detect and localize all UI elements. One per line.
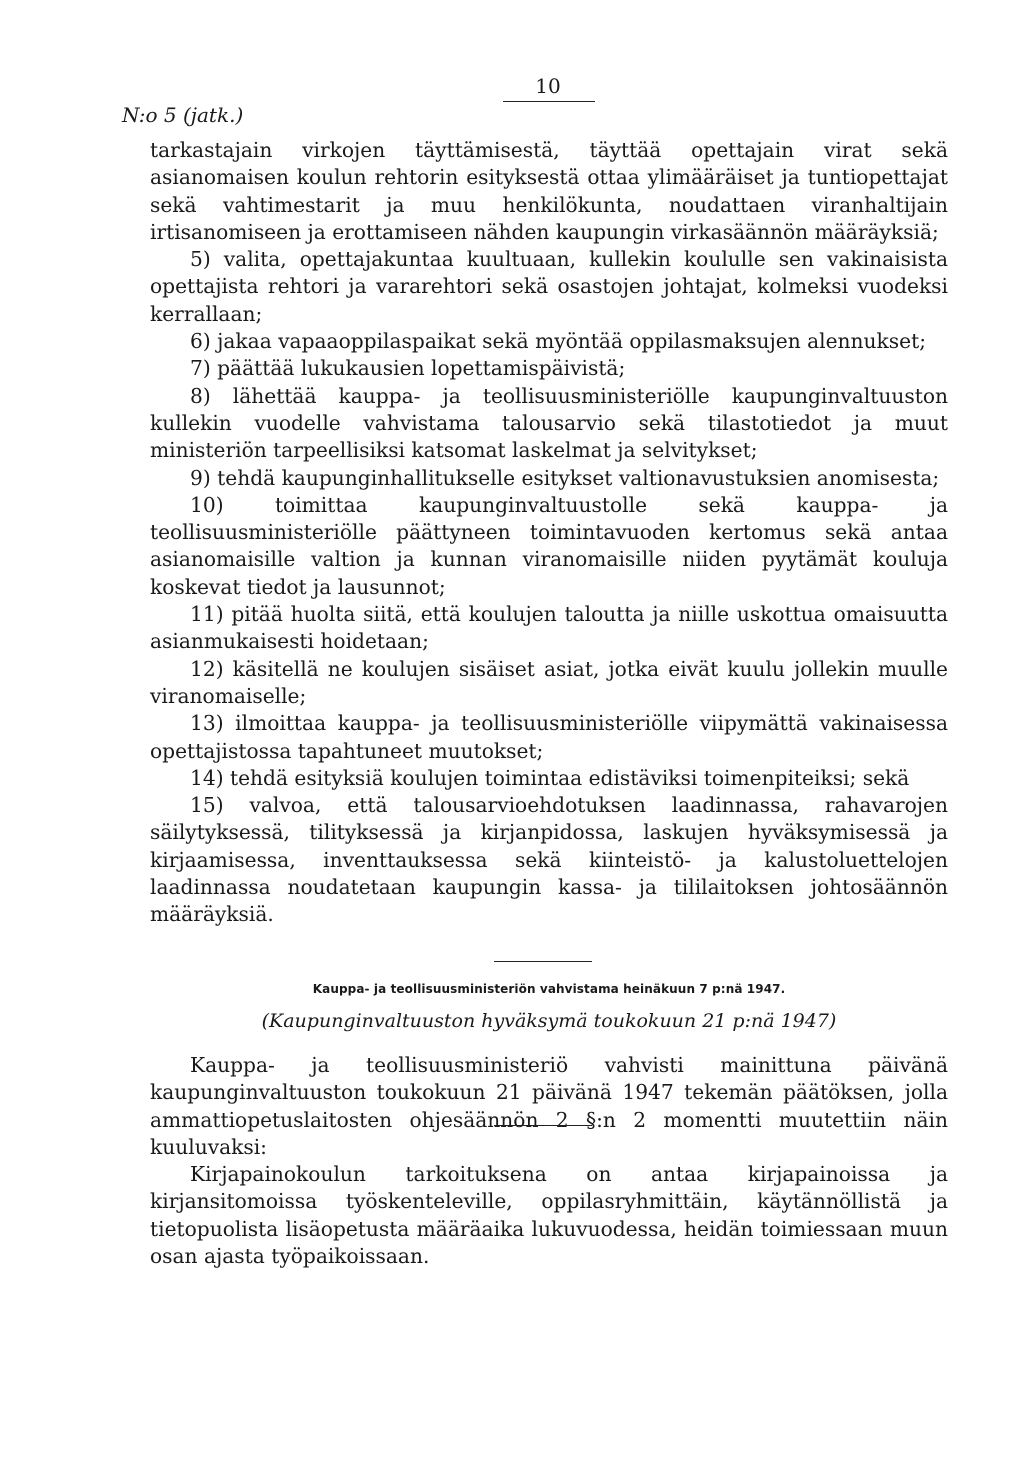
list-item-14: 14) tehdä esityksiä koulujen toimintaa edistäviksi toimenpiteiksi; sekä — [190, 765, 910, 790]
decision-paragraph: Kauppa- ja teollisuusministeriö vahvisti mainittuna päivänä kaupunginvaltuuston toukokuun 21 päivänä 1947 tekemän päätöksen, jolla ammattiopetuslaitosten ohjesäännön 2 §:n 2 momentti muutettiin näin kuuluvaksi: — [150, 1053, 948, 1159]
decision-text-block — [150, 1052, 948, 1270]
list-item-8: 8) lähettää kauppa- ja teollisuusministeriölle kaupunginvaltuuston kullekin vuodelle vahvistama talousarvio sekä tilastotiedot ja muut ministeriön tarpeellisiksi katsomat laskelmat ja selvitykset; — [150, 383, 948, 463]
list-item-7: 7) päättää lukukausien lopettamispäivistä; — [190, 356, 626, 381]
section-divider — [494, 961, 592, 962]
decision-subheading: (Kaupunginvaltuuston hyväksymä toukokuun 21 p:nä 1947) — [261, 1010, 837, 1032]
decision-paragraph: Kirjapainokoulun tarkoituksena on antaa kirjapainoissa ja kirjansitomoissa työskenteleville, oppilasryhmittäin, käytännöllistä ja tietopuolista lisäopetusta määräaika lukuvuodessa, heidän toimiessaan muun osan ajasta työpaikoissaan. — [150, 1162, 948, 1269]
page-number-rule — [503, 101, 595, 102]
paragraph-continued: tarkastajain virkojen täyttämisestä, täyttää opettajain virat sekä asianomaisen koulun rehtorin esityksestä ottaa ylimääräiset ja tuntiopettajat sekä vahtimestarit ja muu henkilökunta, noudattaen viranhaltijain irtisanomiseen ja erottamiseen nähden kaupungin virkasäännön määräyksiä; — [150, 138, 948, 244]
list-item-13: 13) ilmoittaa kauppa- ja teollisuusministeriölle viipymättä vakinaisessa opettajistossa tapahtuneet muutokset; — [150, 711, 948, 763]
list-item-6: 6) jakaa vapaaoppilaspaikat sekä myöntää oppilasmaksujen alennukset; — [190, 329, 927, 354]
running-head: N:o 5 (jatk.) — [122, 103, 244, 127]
list-item-11: 11) pitää huolta siitä, että koulujen taloutta ja niille uskottua omaisuutta asianmukaisesti hoidetaan; — [150, 602, 948, 654]
page-number: 10 — [535, 74, 561, 98]
list-item-10: 10) toimittaa kaupunginvaltuustolle sekä kauppa- ja teollisuusministeriölle päättyneen toimintavuoden kertomus sekä antaa asianomaisille valtion ja kunnan viranomaisille niiden pyytämät kouluja koskevat tiedot ja lausunnot; — [150, 492, 948, 599]
list-item-9: 9) tehdä kaupunginhallitukselle esitykset valtionavustuksien anomisesta; — [190, 465, 940, 490]
list-item-15: 15) valvoa, että talousarvioehdotuksen laadinnassa, rahavarojen säilytyksessä, tilityksessä ja kirjanpidossa, laskujen hyväksymisessä ja kirjaamisessa, inventtauksessa sekä kiinteistö- ja kalustoluettelojen laadinnassa noudatetaan kaupungin kassa- ja tililaitoksen johtosäännön määräyksiä. — [150, 793, 948, 927]
end-divider — [494, 1125, 592, 1126]
list-item-12: 12) käsitellä ne koulujen sisäiset asiat, jotka eivät kuulu jollekin muulle viranomaiselle; — [150, 656, 948, 708]
decision-heading: Kauppa- ja teollisuusministeriön vahvistama heinäkuun 7 p:nä 1947. — [312, 982, 786, 996]
list-item-5: 5) valita, opettajakuntaa kuultuaan, kullekin koululle sen vakinaisista opettajista rehtori ja vararehtori sekä osastojen johtajat, kolmeksi vuodeksi kerrallaan; — [150, 247, 948, 326]
main-text-block — [150, 137, 948, 929]
